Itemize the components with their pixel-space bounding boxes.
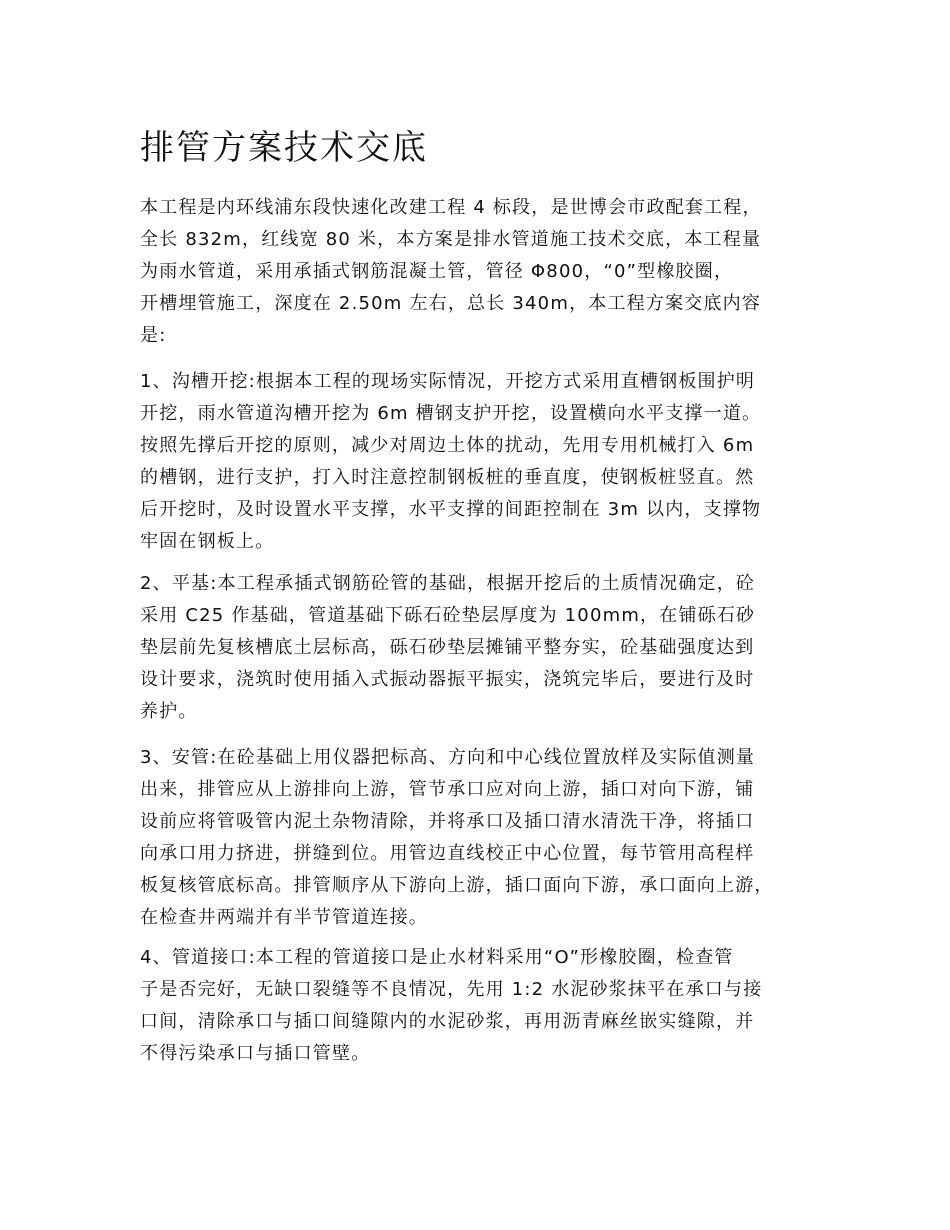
text-line: 1、沟槽开挖:根据本工程的现场实际情况，开挖方式采用直槽钢板围护明 — [140, 371, 756, 392]
paragraph-pipe-joint — [140, 942, 762, 1070]
page-title: 排管方案技术交底 — [140, 128, 428, 168]
text-line: 向承口用力挤进，拼缝到位。用管边直线校正中心位置，每节管用高程样 — [140, 843, 755, 864]
text-line: 牢固在钢板上。 — [140, 531, 275, 552]
text-line: 子是否完好，无缺口裂缝等不良情况，先用 1:2 水泥砂浆抹平在承口与接 — [140, 979, 763, 1000]
text-line: 2、平基:本工程承插式钢筋砼管的基础，根据开挖后的土质情况确定，砼 — [140, 573, 756, 594]
text-line: 设前应将管吸管内泥土杂物清除，并将承口及插口清水清洗干净，将插口 — [140, 811, 755, 832]
text-line: 为雨水管道，采用承插式钢筋混凝土管，管径 Φ800，“0”型橡胶圈， — [140, 261, 734, 282]
paragraph-foundation — [140, 568, 755, 728]
text-line: 板复核管底标高。排管顺序从下游向上游，插口面向下游，承口面向上游， — [140, 875, 774, 896]
text-line: 4、管道接口:本工程的管道接口是止水材料采用“O”形橡胶圈，检查管 — [140, 947, 734, 968]
text-line: 不得污染承口与插口管壁。 — [140, 1043, 371, 1064]
text-line: 出来，排管应从上游排向上游，管节承口应对向上游，插口对向下游，铺 — [140, 779, 755, 800]
text-line: 本工程是内环线浦东段快速化改建工程 4 标段，是世博会市政配套工程， — [140, 197, 762, 218]
text-line: 设计要求，浇筑时使用插入式振动器振平振实，浇筑完毕后，要进行及时 — [140, 669, 755, 690]
text-line: 口间，清除承口与插口间缝隙内的水泥砂浆，再用沥青麻丝嵌实缝隙，并 — [140, 1011, 755, 1032]
text-line: 垫层前先复核槽底土层标高，砾石砂垫层摊铺平整夯实，砼基础强度达到 — [140, 637, 755, 658]
text-line: 按照先撑后开挖的原则，减少对周边土体的扰动，先用专用机械打入 6m — [140, 435, 755, 456]
text-line: 全长 832m，红线宽 80 米，本方案是排水管道施工技术交底，本工程量 — [140, 229, 762, 250]
text-line: 养护。 — [140, 701, 198, 722]
paragraph-intro — [140, 192, 762, 352]
text-line: 采用 C25 作基础，管道基础下砾石砼垫层厚度为 100mm，在铺砾石砂 — [140, 605, 756, 626]
text-line: 开槽埋管施工，深度在 2.50m 左右，总长 340m，本工程方案交底内容 — [140, 293, 762, 314]
text-line: 在检查井两端并有半节管道连接。 — [140, 907, 428, 928]
text-line: 开挖，雨水管道沟槽开挖为 6m 槽钢支护开挖，设置横向水平支撑一道。 — [140, 403, 762, 424]
paragraph-trench-excavation — [140, 366, 761, 558]
paragraph-pipe-laying — [140, 742, 774, 934]
text-line: 3、安管:在砼基础上用仪器把标高、方向和中心线位置放样及实际值测量 — [140, 747, 756, 768]
text-line: 后开挖时，及时设置水平支撑，水平支撑的间距控制在 3m 以内，支撑物 — [140, 499, 762, 520]
text-line: 的槽钢，进行支护，打入时注意控制钢板桩的垂直度，使钢板桩竖直。然 — [140, 467, 755, 488]
text-line: 是: — [140, 325, 167, 346]
